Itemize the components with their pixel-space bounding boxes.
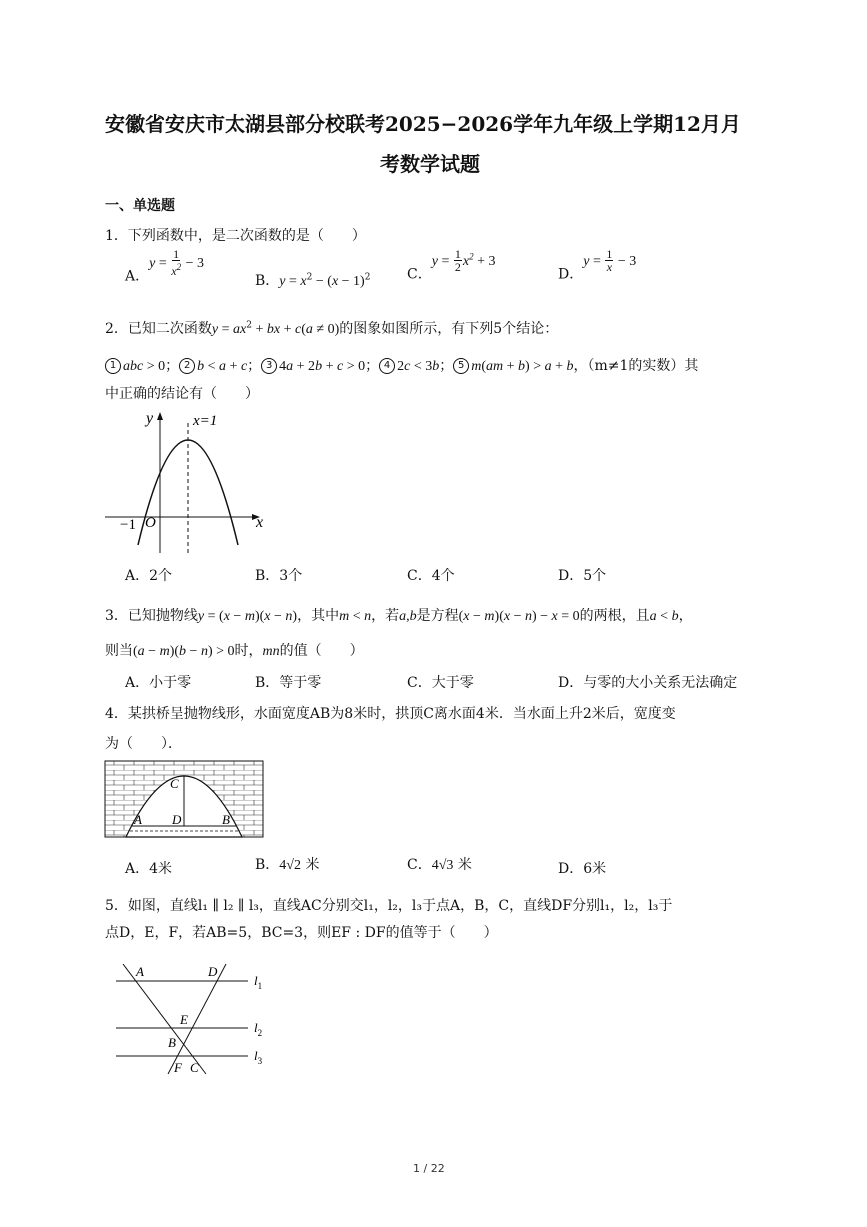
page-number: 1 / 22 [413,1162,445,1175]
fig4-label-d: D [172,812,182,827]
q3-option-a: A．小于零 [125,675,192,691]
fig4-label-c: C [170,776,179,791]
fig5-label-l3: $l_3$ [254,1048,263,1066]
fig5-label-b: B [168,1035,176,1050]
q1-option-b: B．$y = x^2 - (x - 1)^2$ [255,272,371,289]
fig5-label-f: F [174,1060,182,1075]
fig5-label-e: E [180,1012,188,1027]
q2-option-c: C．4个 [407,568,455,584]
graph-neg1-label: −1 [120,517,136,533]
q2-option-b: B．3个 [255,568,303,584]
q4-option-a: A．4米 [125,861,173,877]
graph-axis-label: x=1 [193,413,218,429]
page-title-line2: 考数学试题 [380,152,480,176]
q3-option-c: C．大于零 [407,675,474,691]
q3-stem-line2: 则当(a − m)(b − n) > 0时，mn的值（ ） [105,643,364,659]
section-heading: 一、单选题 [105,198,175,214]
q2-stem-line3: 中正确的结论有（ ） [105,386,259,402]
q2-option-d: D．5个 [558,568,607,584]
q5-parallel-lines-figure [108,960,278,1080]
fig4-label-a: A [134,812,142,827]
q4-option-d: D．6米 [558,861,607,877]
q3-option-d: D．与零的大小关系无法确定 [558,675,738,691]
fig5-label-l1: $l_1$ [254,973,263,991]
fig4-label-b: B [222,812,230,827]
q2-parabola-graph [100,405,280,555]
q1-option-c: C．y = $\frac{1}{2}$ $x^2 + 3$ [407,247,496,283]
q4-stem-line2: 为（ ）． [105,736,182,752]
q4-option-b: B．4√2 米 [255,857,320,873]
q5-stem-line1: 5．如图，直线l₁ ∥ l₂ ∥ l₃，直线AC分别交l₁，l₂，l₃于点A，B，C，直线DF分别l₁，l₂，l₃于 [105,898,673,914]
q2-stem: 2．已知二次函数$y = ax^2$ + bx + c(a ≠ 0)的图象如图所示，有下列5个结论： [105,320,559,337]
q1-option-d: D．y = $\frac{1}{x}$ − 3 [558,247,637,283]
fig5-label-c: C [190,1060,199,1075]
fig5-label-d: D [208,964,218,979]
fig5-label-a: A [136,964,144,979]
q4-stem-line1: 4．某拱桥呈抛物线形，水面宽度AB为8米时，拱顶C离水面4米．当水面上升2米后，宽度变 [105,706,676,722]
graph-origin-label: O [145,515,156,531]
graph-y-label: y [146,410,154,427]
q3-option-b: B．等于零 [255,675,322,691]
fig5-label-l2: $l_2$ [254,1020,263,1038]
q2-option-a: A．2个 [125,568,173,584]
y-axis-arrow [157,412,163,420]
q4-bridge-figure [104,760,264,840]
graph-x-label: x [256,514,264,531]
q4-option-c: C．4√3 米 [407,857,472,873]
q1-stem: 1．下列函数中，是二次函数的是（ ） [105,228,366,244]
q1-option-a: A．y = $\frac{1}{x^2}$ − 3 [125,247,204,285]
page-title-line1: 安徽省安庆市太湖县部分校联考2025−2026学年九年级上学期12月月 [105,112,741,136]
q2-conclusions: 1 abc > 0； 2 b < a + c； 3 4a + 2b + c > 0； 4 2c < 3b； 5 m(am + b) > a + b，（m≠1的实数）其 [105,355,698,375]
q3-stem-line1: 3．已知抛物线y = (x − m)(x − n)，其中m < n，若a,b是方程(x − m)(x − n) − x = 0的两根，且a < b， [105,608,693,624]
q5-stem-line2: 点D，E，F，若AB=5，BC=3，则EF : DF的值等于（ ） [105,925,498,941]
